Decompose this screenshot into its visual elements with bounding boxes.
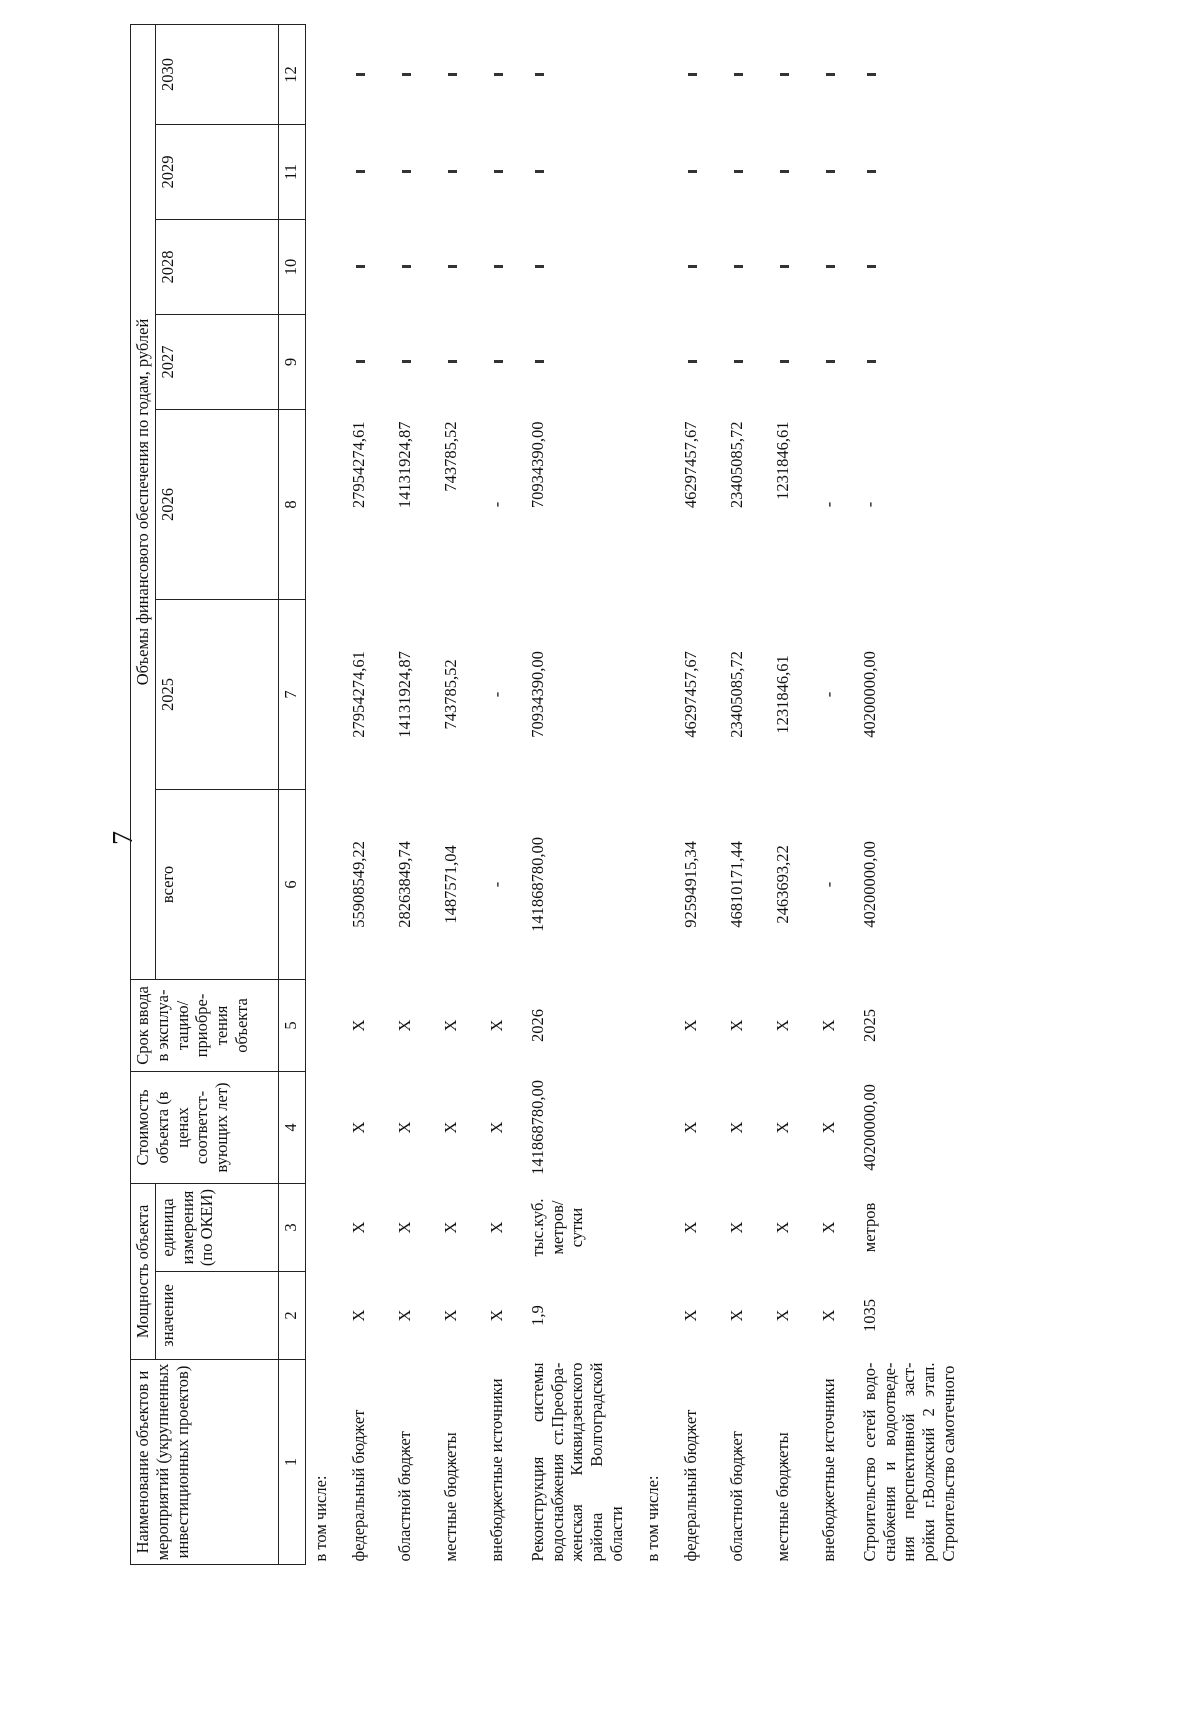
commission-term: X	[486, 1019, 506, 1032]
capacity-value: X	[818, 1309, 838, 1322]
header-total: всего	[155, 789, 278, 979]
row-name: Реконструкция системы водоснабжения ст.Преобра-женская Киквидзенского района Волгоградской области	[527, 1362, 626, 1562]
dash-mark	[867, 73, 876, 76]
amount-2025: 14131924,87	[394, 651, 414, 738]
amount-2025: 70934390,00	[527, 651, 547, 738]
amount-2028-empty	[852, 219, 970, 314]
dash-mark	[356, 170, 365, 173]
amount-2028-empty	[806, 219, 852, 314]
header-finance: Объемы финансового обеспечения по годам, рублей	[131, 24, 156, 979]
amount-2028-empty	[714, 219, 760, 314]
amount-2028-empty	[336, 219, 382, 314]
amount-2029-empty	[714, 124, 760, 219]
amount-2030-empty	[428, 24, 474, 124]
amount-2029-empty	[668, 124, 714, 219]
amount-2026: 70934390,00	[527, 421, 547, 509]
dash-mark	[826, 170, 835, 173]
amount-2029-empty	[428, 124, 474, 219]
object-cost: X	[440, 1121, 460, 1134]
capacity-value: X	[440, 1309, 460, 1322]
dash-mark	[494, 73, 503, 76]
total-amount: 2463693,22	[772, 845, 792, 924]
amount-2028-empty	[382, 219, 428, 314]
object-cost: X	[394, 1121, 414, 1134]
header-capacity-value: значение	[155, 1272, 278, 1360]
dash-mark	[734, 73, 743, 76]
table-row	[806, 24, 852, 1564]
dash-mark	[734, 360, 743, 363]
amount-2029-empty	[806, 124, 852, 219]
row-name: федеральный бюджет	[680, 1409, 700, 1562]
amount-2028-empty	[520, 219, 638, 314]
dash-mark	[494, 265, 503, 268]
row-name: областной бюджет	[726, 1431, 746, 1562]
column-number: 10	[278, 219, 305, 314]
amount-2026: -	[818, 501, 838, 508]
dash-mark	[688, 360, 697, 363]
amount-2025: 1231846,61	[772, 655, 792, 734]
capacity-value: 1035	[859, 1299, 879, 1332]
object-cost: X	[726, 1121, 746, 1134]
total-amount: 46810171,44	[726, 841, 746, 928]
amount-2026: 23405085,72	[726, 421, 746, 509]
amount-2025: 23405085,72	[726, 651, 746, 738]
header-name: Наименование объектов и мероприятий (укрупненных инвестиционных проектов)	[131, 1360, 279, 1565]
dash-mark	[356, 360, 365, 363]
commission-term: X	[726, 1019, 746, 1032]
capacity-value: X	[348, 1309, 368, 1322]
amount-2026: 1231846,61	[772, 421, 792, 500]
header-capacity: Мощность объекта	[131, 1183, 156, 1359]
row-subheading: в том числе:	[310, 1475, 330, 1562]
object-cost: X	[348, 1121, 368, 1134]
dash-mark	[867, 265, 876, 268]
amount-2026: 27954274,61	[348, 421, 368, 509]
dash-mark	[402, 360, 411, 363]
amount-2027-empty	[520, 314, 638, 409]
amount-2026: 14131924,87	[394, 421, 414, 509]
column-number: 6	[278, 789, 305, 979]
row-subheading: в том числе:	[642, 1475, 662, 1562]
amount-2025: 46297457,67	[680, 651, 700, 738]
capacity-value: 1,9	[527, 1305, 547, 1326]
column-number: 9	[278, 314, 305, 409]
row-name: Строительство сетей водо-снабжения и водоотведе-ния перспективной заст-ройки г.Волжский 2 этап. Строительство самотечного	[859, 1362, 958, 1562]
amount-2028-empty	[428, 219, 474, 314]
amount-2026: -	[486, 501, 506, 508]
dash-mark	[535, 73, 544, 76]
total-amount: 40200000,00	[859, 841, 879, 928]
row-name: местные бюджеты	[772, 1432, 792, 1562]
commission-term: 2026	[527, 1008, 547, 1042]
dash-mark	[448, 265, 457, 268]
dash-mark	[448, 360, 457, 363]
amount-2029-empty	[382, 124, 428, 219]
dash-mark	[356, 265, 365, 268]
amount-2026: -	[859, 501, 879, 508]
capacity-unit: X	[726, 1221, 746, 1234]
amount-2030-empty	[714, 24, 760, 124]
total-amount: 28263849,74	[394, 841, 414, 928]
amount-2027-empty	[668, 314, 714, 409]
capacity-unit: тыс.куб. метров/ сутки	[527, 1198, 587, 1257]
dash-mark	[356, 73, 365, 76]
dash-mark	[734, 170, 743, 173]
amount-2029-empty	[336, 124, 382, 219]
header-term: Срок ввода в эксплуа-тацию/ приобре-тения объекта	[131, 979, 279, 1071]
row-name: местные бюджеты	[440, 1432, 460, 1562]
capacity-unit: X	[486, 1221, 506, 1234]
amount-2025: 743785,52	[440, 659, 460, 730]
amount-2030-empty	[760, 24, 806, 124]
table-body	[305, 24, 970, 1564]
table-row	[428, 24, 474, 1564]
amount-2029-empty	[852, 124, 970, 219]
capacity-unit: X	[772, 1221, 792, 1234]
table-row	[474, 24, 520, 1564]
commission-term: X	[440, 1019, 460, 1032]
commission-term: 2025	[859, 1008, 879, 1042]
header-capacity-unit: единица измерения (по ОКЕИ)	[155, 1183, 278, 1271]
amount-2027-empty	[852, 314, 970, 409]
dash-mark	[826, 73, 835, 76]
commission-term: X	[772, 1019, 792, 1032]
dash-mark	[448, 170, 457, 173]
header-year: 2030	[155, 24, 278, 124]
total-amount: 141868780,00	[527, 837, 547, 932]
amount-2028-empty	[668, 219, 714, 314]
header-year: 2028	[155, 219, 278, 314]
commission-term: X	[818, 1019, 838, 1032]
total-amount: -	[486, 881, 506, 888]
column-number: 1	[278, 1360, 305, 1565]
amount-2027-empty	[474, 314, 520, 409]
dash-mark	[688, 265, 697, 268]
dash-mark	[867, 170, 876, 173]
dash-mark	[448, 73, 457, 76]
dash-mark	[535, 170, 544, 173]
capacity-value: X	[726, 1309, 746, 1322]
amount-2025: 27954274,61	[348, 651, 368, 738]
header-year: 2026	[155, 409, 278, 599]
dash-mark	[780, 265, 789, 268]
dash-mark	[826, 360, 835, 363]
object-cost: 40200000,00	[859, 1084, 879, 1171]
dash-mark	[688, 170, 697, 173]
amount-2029-empty	[520, 124, 638, 219]
row-name: областной бюджет	[394, 1431, 414, 1562]
dash-mark	[867, 360, 876, 363]
column-number: 11	[278, 124, 305, 219]
capacity-unit: X	[818, 1221, 838, 1234]
dash-mark	[494, 360, 503, 363]
amount-2030-empty	[668, 24, 714, 124]
amount-2030-empty	[806, 24, 852, 124]
financing-table	[130, 24, 970, 1565]
header-year: 2027	[155, 314, 278, 409]
rotated-table-container	[130, 25, 1190, 1565]
object-cost: X	[680, 1121, 700, 1134]
amount-2025: -	[818, 691, 838, 698]
amount-2027-empty	[428, 314, 474, 409]
amount-2027-empty	[714, 314, 760, 409]
dash-mark	[402, 73, 411, 76]
capacity-unit: метров	[859, 1202, 879, 1253]
capacity-unit: X	[680, 1221, 700, 1234]
dash-mark	[535, 360, 544, 363]
column-number: 8	[278, 409, 305, 599]
commission-term: X	[394, 1019, 414, 1032]
dash-mark	[734, 265, 743, 268]
dash-mark	[780, 360, 789, 363]
capacity-value: X	[394, 1309, 414, 1322]
amount-2027-empty	[806, 314, 852, 409]
capacity-value: X	[486, 1309, 506, 1322]
amount-2027-empty	[336, 314, 382, 409]
row-name: внебюджетные источники	[486, 1378, 506, 1562]
total-amount: 1487571,04	[440, 845, 460, 924]
capacity-value: X	[680, 1309, 700, 1322]
table-row	[668, 24, 714, 1564]
column-number-row	[278, 24, 305, 1564]
dash-mark	[780, 170, 789, 173]
capacity-value: X	[772, 1309, 792, 1322]
amount-2030-empty	[382, 24, 428, 124]
dash-mark	[826, 265, 835, 268]
dash-mark	[688, 73, 697, 76]
dash-mark	[535, 265, 544, 268]
row-name: федеральный бюджет	[348, 1409, 368, 1562]
dash-mark	[402, 265, 411, 268]
amount-2030-empty	[336, 24, 382, 124]
object-cost: X	[772, 1121, 792, 1134]
page-number: 7	[108, 831, 139, 845]
amount-2030-empty	[520, 24, 638, 124]
total-amount: -	[818, 881, 838, 888]
object-cost: X	[486, 1121, 506, 1134]
row-name: внебюджетные источники	[818, 1378, 838, 1562]
column-number: 3	[278, 1183, 305, 1271]
header-year: 2029	[155, 124, 278, 219]
amount-2029-empty	[474, 124, 520, 219]
commission-term: X	[680, 1019, 700, 1032]
amount-2030-empty	[852, 24, 970, 124]
column-number: 7	[278, 599, 305, 789]
amount-2027-empty	[382, 314, 428, 409]
column-number: 5	[278, 979, 305, 1071]
dash-mark	[402, 170, 411, 173]
commission-term: X	[348, 1019, 368, 1032]
amount-2027-empty	[760, 314, 806, 409]
header-cost: Стоимость объекта (в ценах соответст-вующих лет)	[131, 1071, 279, 1183]
subheading-row	[638, 24, 668, 1564]
table-row	[760, 24, 806, 1564]
column-number: 4	[278, 1071, 305, 1183]
dash-mark	[494, 170, 503, 173]
object-cost: 141868780,00	[527, 1080, 547, 1175]
amount-2028-empty	[760, 219, 806, 314]
total-amount: 55908549,22	[348, 841, 368, 928]
capacity-unit: X	[348, 1221, 368, 1234]
project-row	[852, 24, 970, 1564]
amount-2029-empty	[760, 124, 806, 219]
column-number: 2	[278, 1272, 305, 1360]
capacity-unit: X	[394, 1221, 414, 1234]
project-row	[520, 24, 638, 1564]
table-row	[382, 24, 428, 1564]
amount-2026: 743785,52	[440, 421, 460, 492]
header-year: 2025	[155, 599, 278, 789]
amount-2030-empty	[474, 24, 520, 124]
table-row	[714, 24, 760, 1564]
total-amount: 92594915,34	[680, 841, 700, 928]
amount-2028-empty	[474, 219, 520, 314]
amount-2025: 40200000,00	[859, 651, 879, 738]
column-number: 12	[278, 24, 305, 124]
amount-2025: -	[486, 691, 506, 698]
object-cost: X	[818, 1121, 838, 1134]
amount-2026: 46297457,67	[680, 421, 700, 509]
capacity-unit: X	[440, 1221, 460, 1234]
dash-mark	[780, 73, 789, 76]
table-row	[336, 24, 382, 1564]
subheading-row	[305, 24, 336, 1564]
